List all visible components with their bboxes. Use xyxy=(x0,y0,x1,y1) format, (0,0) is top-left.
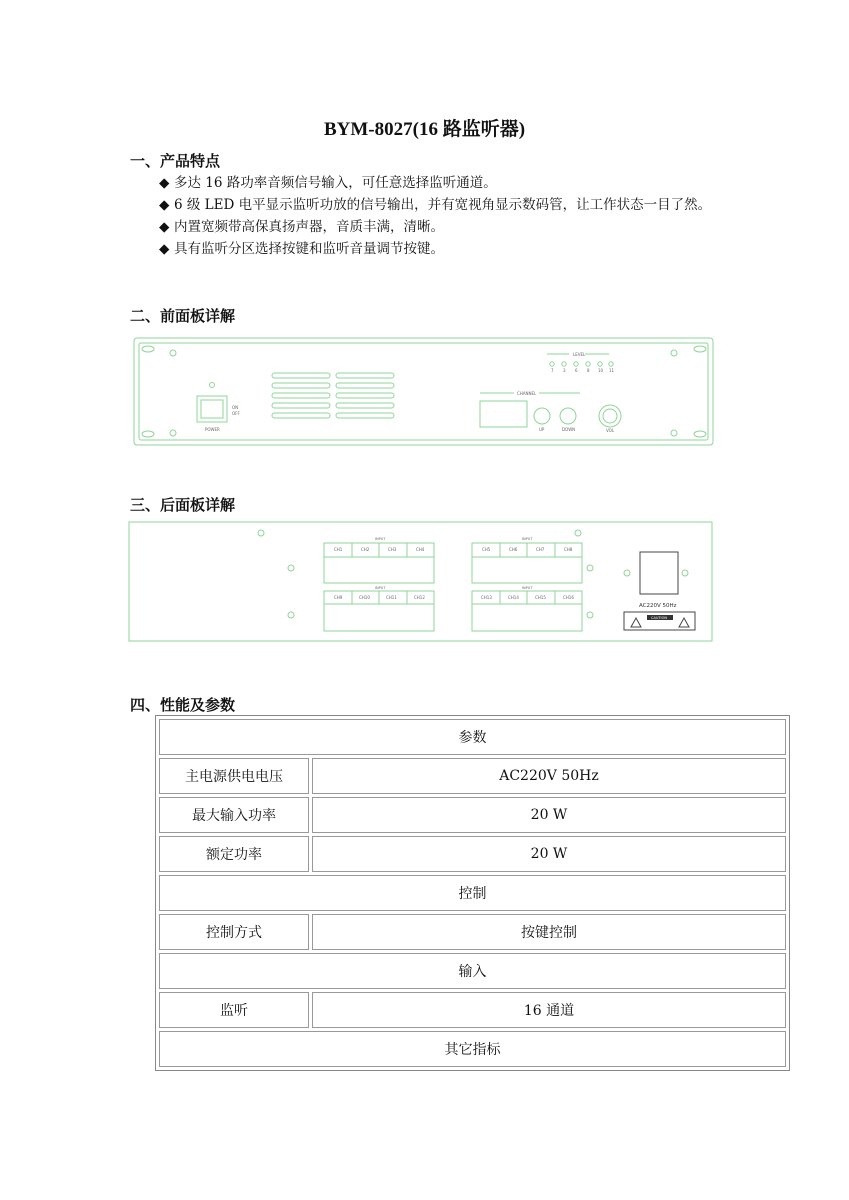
screw-icon xyxy=(624,570,630,576)
down-button xyxy=(560,408,576,424)
level-mark: 11 xyxy=(609,368,615,373)
feature-item xyxy=(159,172,729,194)
param-value: 按键控制 xyxy=(312,914,786,950)
table-row xyxy=(159,758,786,794)
document-title: BYM-8027(16 路监听器) xyxy=(323,119,526,140)
section-front-panel-heading: 二、前面板详解 xyxy=(130,307,236,325)
table-row xyxy=(159,953,786,989)
power-indicator-icon xyxy=(210,383,215,388)
front-panel-outline xyxy=(134,338,713,445)
level-label: LEVEL xyxy=(573,352,586,357)
param-value: AC220V 50Hz xyxy=(312,758,786,794)
table-row xyxy=(159,836,786,872)
param-label: 最大输入功率 xyxy=(159,797,309,833)
channel-tag: CH4 xyxy=(416,547,425,552)
channel-tag: CH11 xyxy=(386,595,397,600)
input-label: INPUT xyxy=(522,586,533,590)
param-value: 20 W xyxy=(312,836,786,872)
channel-tag: CH6 xyxy=(509,547,518,552)
table-row xyxy=(159,1031,786,1067)
level-led-icon xyxy=(550,362,554,366)
param-value: 20 W xyxy=(312,797,786,833)
off-label: OFF xyxy=(232,411,240,416)
table-row xyxy=(159,797,786,833)
power-switch-face xyxy=(201,400,223,418)
channel-tag: CH15 xyxy=(535,595,546,600)
diamond-bullet-icon: ◆ xyxy=(159,219,170,235)
input-label: INPUT xyxy=(375,537,386,541)
level-led-icon xyxy=(598,362,602,366)
power-socket xyxy=(640,552,678,594)
param-value: 16 通道 xyxy=(312,992,786,1028)
input-terminal-block xyxy=(324,586,434,631)
rear-panel-drawing xyxy=(128,521,714,643)
feature-text: 具有监听分区选择按键和监听音量调节按键。 xyxy=(174,241,444,257)
front-panel-inner-outline xyxy=(139,343,708,440)
level-led-icon xyxy=(609,362,613,366)
level-mark: 10 xyxy=(598,368,604,373)
table-row xyxy=(159,719,786,755)
rear-panel-outline xyxy=(129,522,712,641)
rack-slot-icon xyxy=(142,346,154,352)
table-section-cell: 其它指标 xyxy=(159,1031,786,1067)
level-mark: 8 xyxy=(587,368,590,373)
on-label: ON xyxy=(232,405,239,410)
channel-tag: CH14 xyxy=(508,595,519,600)
level-led-icon xyxy=(586,362,590,366)
level-led-icon xyxy=(574,362,578,366)
screw-icon xyxy=(671,350,677,356)
param-label: 主电源供电电压 xyxy=(159,758,309,794)
rack-slot-icon xyxy=(694,431,706,437)
volume-knob xyxy=(599,405,621,427)
param-label: 额定功率 xyxy=(159,836,309,872)
section-rear-panel-heading: 三、后面板详解 xyxy=(130,496,236,514)
volume-knob-cap xyxy=(603,409,617,423)
table-section-cell: 输入 xyxy=(159,953,786,989)
input-label: INPUT xyxy=(375,586,386,590)
level-mark: 3 xyxy=(563,368,566,373)
diamond-bullet-icon: ◆ xyxy=(159,197,170,213)
table-row xyxy=(159,875,786,911)
power-rating-label: AC220V 50Hz xyxy=(639,603,677,609)
table-section-cell: 控制 xyxy=(159,875,786,911)
power-label: POWER xyxy=(205,427,220,432)
channel-tag: CH10 xyxy=(359,595,370,600)
screw-icon xyxy=(587,565,593,571)
input-terminal-block xyxy=(324,537,434,583)
diamond-bullet-icon: ◆ xyxy=(159,175,170,191)
feature-text: 多达 16 路功率音频信号输入，可任意选择监听通道。 xyxy=(174,175,497,191)
up-button xyxy=(534,408,550,424)
level-led-icon xyxy=(562,362,566,366)
front-panel-drawing xyxy=(133,337,715,447)
screw-icon xyxy=(671,430,677,436)
feature-item xyxy=(159,238,729,260)
channel-tag: CH13 xyxy=(481,595,492,600)
channel-tag: CH9 xyxy=(334,595,343,600)
channel-tag: CH3 xyxy=(388,547,397,552)
feature-item xyxy=(159,216,729,238)
screw-icon xyxy=(682,570,688,576)
param-label: 控制方式 xyxy=(159,914,309,950)
input-terminal-block xyxy=(472,537,582,583)
input-terminal-block xyxy=(472,586,582,631)
channel-tag: CH5 xyxy=(482,547,491,552)
screw-icon xyxy=(258,530,264,536)
channel-tag: CH7 xyxy=(536,547,545,552)
speaker-grille-right xyxy=(336,373,394,418)
down-label: DOWN xyxy=(562,427,576,432)
table-header-cell: 参数 xyxy=(159,719,786,755)
warning-triangle-icon xyxy=(631,618,641,627)
table-row xyxy=(159,914,786,950)
vol-label: VOL xyxy=(606,428,615,433)
section-specs-heading: 四、性能及参数 xyxy=(130,696,236,714)
diamond-bullet-icon: ◆ xyxy=(159,241,170,257)
screw-icon xyxy=(288,565,294,571)
channel-tag: CH12 xyxy=(414,595,425,600)
screw-icon xyxy=(170,350,176,356)
screw-icon xyxy=(170,430,176,436)
feature-item xyxy=(159,194,729,216)
channel-label: CHANNEL xyxy=(517,391,537,396)
rack-slot-icon xyxy=(142,431,154,437)
channel-tag: CH2 xyxy=(361,547,370,552)
channel-tag: CH8 xyxy=(564,547,573,552)
screw-icon xyxy=(288,612,294,618)
feature-text: 6 级 LED 电平显示监听功放的信号输出，并有宽视角显示数码管，让工作状态一目了然。 xyxy=(174,197,712,213)
level-mark: 7 xyxy=(551,368,554,373)
up-label: UP xyxy=(539,427,545,432)
channel-digit-display xyxy=(480,401,527,427)
screw-icon xyxy=(587,612,593,618)
parameter-table xyxy=(155,715,790,1071)
rack-slot-icon xyxy=(694,346,706,352)
section-features-heading: 一、产品特点 xyxy=(130,152,221,170)
level-mark: 6 xyxy=(575,368,578,373)
warning-triangle-icon xyxy=(679,618,689,627)
table-row xyxy=(159,992,786,1028)
screw-icon xyxy=(575,530,581,536)
feature-list xyxy=(159,172,729,260)
feature-text: 内置宽频带高保真扬声器，音质丰满，清晰。 xyxy=(174,219,444,235)
channel-tag: CH1 xyxy=(334,547,343,552)
speaker-grille-left xyxy=(272,373,330,418)
channel-tag: CH16 xyxy=(563,595,574,600)
param-label: 监听 xyxy=(159,992,309,1028)
caution-text: CAUTION xyxy=(651,616,667,620)
input-label: INPUT xyxy=(522,537,533,541)
